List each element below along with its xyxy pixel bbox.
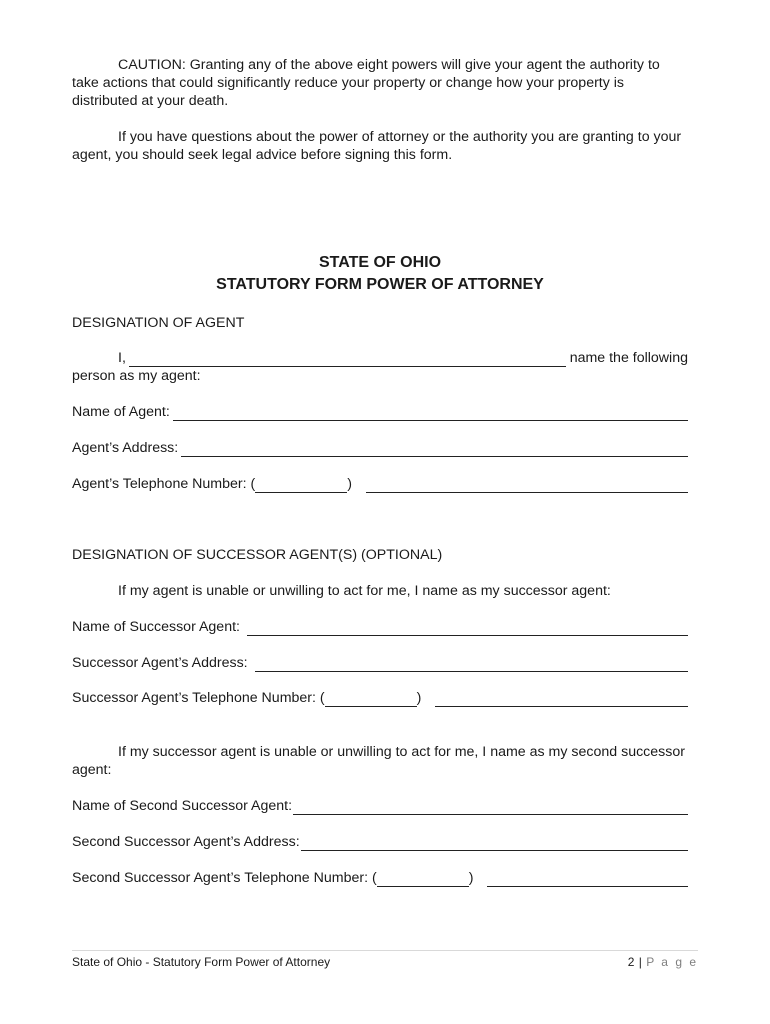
successor-phone-close: ) <box>416 690 422 706</box>
successor-name-label: Name of Successor Agent: <box>72 619 240 635</box>
footer-document-title: State of Ohio - Statutory Form Power of Attorney <box>72 955 331 969</box>
agent-address-field[interactable] <box>181 441 688 457</box>
second-successor-area-code-field[interactable] <box>377 871 469 887</box>
successor-section-heading: DESIGNATION OF SUCCESSOR AGENT(S) (OPTIONAL) <box>72 547 443 563</box>
caution-paragraph: CAUTION: Granting any of the above eight powers will give your agent the authority to take actions that could significantly reduce your property or change how your property is distributed at your death. <box>72 57 660 109</box>
successor-address-label: Successor Agent’s Address: <box>72 655 248 671</box>
successor-phone-field[interactable] <box>435 691 688 707</box>
form-title-state: STATE OF OHIO <box>318 254 442 271</box>
second-successor-name-line <box>72 797 688 815</box>
successor-address-field[interactable] <box>255 656 688 672</box>
principal-i-label: I, <box>118 350 126 366</box>
form-title-name: STATUTORY FORM POWER OF ATTORNEY <box>216 276 544 293</box>
questions-paragraph: If you have questions about the power of attorney or the authority you are granting to your agent, you should seek legal advice before signing this form. <box>72 129 682 163</box>
successor-intro: If my agent is unable or unwilling to act for me, I name as my successor agent: <box>118 583 611 599</box>
second-successor-address-field[interactable] <box>301 835 688 851</box>
principal-name-field[interactable] <box>129 351 566 367</box>
successor-area-code-field[interactable] <box>325 691 417 707</box>
footer-page-number: 2 <box>627 955 635 969</box>
agent-name-label: Name of Agent: <box>72 404 170 420</box>
successor-phone-line <box>72 689 688 707</box>
agent-phone-field[interactable] <box>366 477 688 493</box>
person-as-agent-text: person as my agent: <box>72 368 201 384</box>
second-successor-phone-field[interactable] <box>487 871 688 887</box>
footer-page-indicator <box>628 955 698 969</box>
agent-section-heading: DESIGNATION OF AGENT <box>72 315 245 331</box>
successor-address-line <box>72 654 688 672</box>
principal-name-line <box>72 349 688 367</box>
agent-area-code-field[interactable] <box>255 477 347 493</box>
successor-name-field[interactable] <box>247 620 688 636</box>
second-successor-name-label: Name of Second Successor Agent: <box>72 798 293 814</box>
second-successor-address-line <box>72 833 688 851</box>
agent-phone-line <box>72 475 688 493</box>
agent-phone-label: Agent’s Telephone Number: ( <box>72 476 256 492</box>
page-footer <box>72 950 698 969</box>
second-successor-phone-label: Second Successor Agent’s Telephone Number: ( <box>72 870 377 886</box>
successor-name-line <box>72 618 688 636</box>
footer-page-word: P a g e <box>646 955 698 969</box>
footer-separator: | <box>638 955 643 969</box>
agent-name-field[interactable] <box>173 405 688 421</box>
second-successor-address-label: Second Successor Agent’s Address: <box>72 834 300 850</box>
successor-phone-label: Successor Agent’s Telephone Number: ( <box>72 690 325 706</box>
agent-name-line <box>72 403 688 421</box>
second-successor-intro: If my successor agent is unable or unwilling to act for me, I name as my second successor agent: <box>72 744 685 778</box>
agent-phone-close: ) <box>347 476 352 492</box>
second-successor-phone-close: ) <box>468 870 474 886</box>
name-following-text: name the following <box>569 350 688 366</box>
agent-address-line <box>72 439 688 457</box>
second-successor-phone-line <box>72 869 688 887</box>
agent-address-label: Agent’s Address: <box>72 440 179 456</box>
second-successor-name-field[interactable] <box>293 799 688 815</box>
